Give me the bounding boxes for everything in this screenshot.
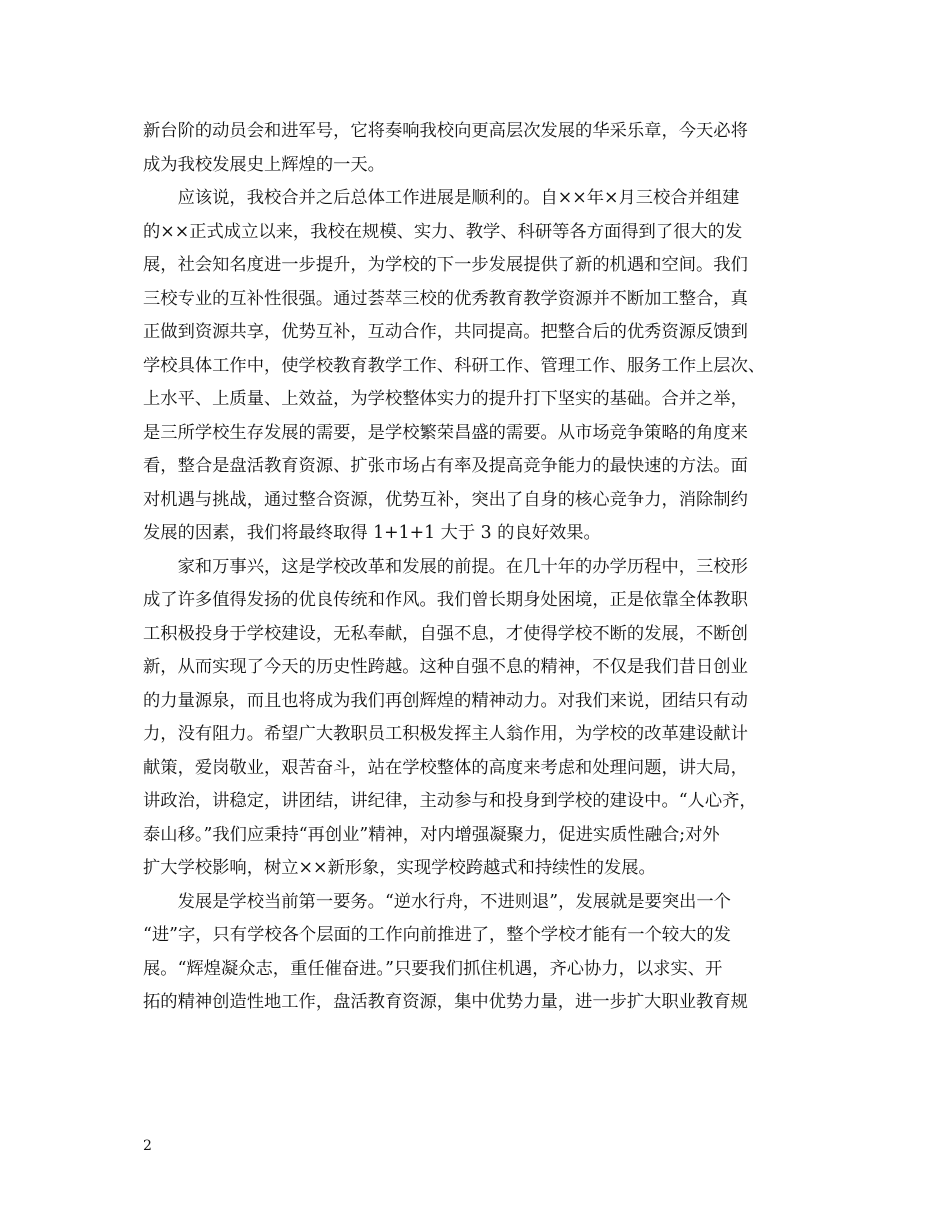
text-line: 看，整合是盘活教育资源、扩张市场占有率及提高竞争能力的最快速的方法。面 — [143, 456, 748, 476]
text-line: 发展是学校当前第一要务。“逆水行舟，不进则退”，发展就是要突出一个 — [143, 891, 731, 912]
text-line: 家和万事兴，这是学校改革和发展的前提。在几十年的办学历程中，三校形 — [143, 556, 748, 577]
page-number: 2 — [143, 1138, 152, 1154]
text-line: 新，从而实现了今天的历史性跨越。这种自强不息的精神，不仅是我们昔日创业 — [143, 657, 748, 677]
text-line: 讲政治，讲稳定，讲团结，讲纪律，主动参与和投身到学校的建设中。“人心齐， — [143, 791, 757, 811]
text-line: 拓的精神创造性地工作，盘活教育资源，集中优势力量，进一步扩大职业教育规 — [143, 992, 748, 1012]
text-line: 发展的因素，我们将最终取得 1+1+1 大于 3 的良好效果。 — [143, 523, 601, 543]
text-line: “进”字，只有学校各个层面的工作向前推进了，整个学校才能有一个较大的发 — [143, 925, 731, 945]
text-line: 学校具体工作中，使学校教育教学工作、科研工作、管理工作、服务工作上层次、 — [143, 355, 766, 376]
text-line: 的力量源泉，而且也将成为我们再创辉煌的精神动力。对我们来说，团结只有动 — [143, 690, 748, 711]
text-line: 力，没有阻力。希望广大教职员工积极发挥主人翁作用，为学校的改革建设献计 — [143, 724, 748, 744]
text-line: 展。“辉煌凝众志，重任催奋进。”只要我们抓住机遇，齐心协力，以求实、开 — [143, 958, 723, 979]
text-line: 扩大学校影响，树立××新形象，实现学校跨越式和持续性的发展。 — [143, 858, 656, 878]
text-line: 上水平、上质量、上效益，为学校整体实力的提升打下坚实的基础。合并之举， — [143, 389, 748, 409]
text-line: 的××正式成立以来，我校在规模、实力、教学、科研等各方面得到了很大的发 — [143, 221, 743, 242]
text-line: 三校专业的互补性很强。通过荟萃三校的优秀教育教学资源并不断加工整合，真 — [143, 288, 748, 309]
text-line: 应该说，我校合并之后总体工作进展是顺利的。自××年×月三校合并组建 — [143, 188, 740, 208]
text-line: 成为我校发展史上辉煌的一天。 — [143, 154, 385, 175]
text-line: 泰山移。”我们应秉持“再创业”精神，对内增强凝聚力，促进实质性融合;对外 — [143, 824, 720, 845]
text-line: 新台阶的动员会和进军号，它将奏响我校向更高层次发展的华采乐章，今天必将 — [143, 121, 748, 141]
text-line: 献策，爱岗敬业，艰苦奋斗，站在学校整体的高度来考虑和处理问题，讲大局， — [143, 757, 748, 778]
text-line: 成了许多值得发扬的优良传统和作风。我们曾长期身处困境，正是依靠全体教职 — [143, 590, 748, 610]
text-line: 正做到资源共享，优势互补，互动合作，共同提高。把整合后的优秀资源反馈到 — [143, 322, 748, 342]
text-line: 工积极投身于学校建设，无私奉献，自强不息，才使得学校不断的发展，不断创 — [143, 623, 748, 644]
text-line: 展，社会知名度进一步提升，为学校的下一步发展提供了新的机遇和空间。我们 — [143, 255, 748, 275]
text-line: 对机遇与挑战，通过整合资源，优势互补，突出了自身的核心竞争力，消除制约 — [143, 489, 748, 510]
text-line: 是三所学校生存发展的需要，是学校繁荣昌盛的需要。从市场竞争策略的角度来 — [143, 422, 748, 443]
